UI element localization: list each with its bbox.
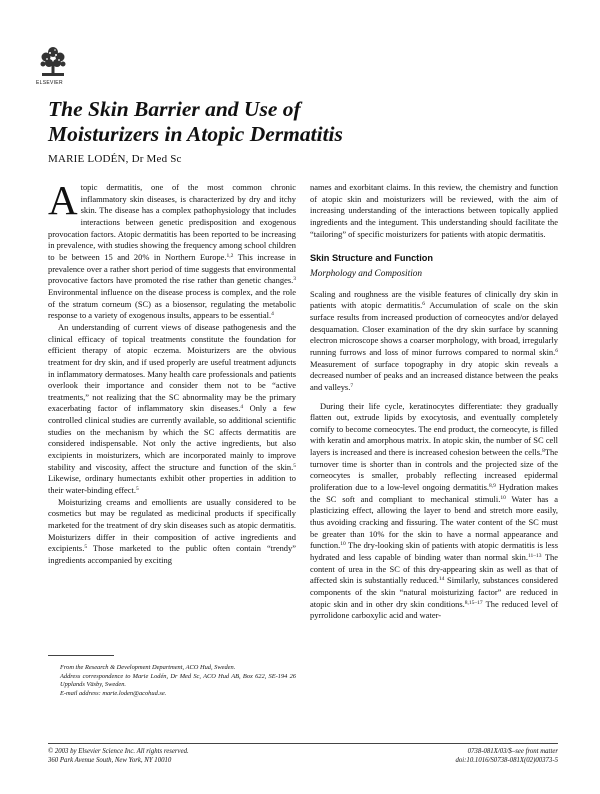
citation: 1,2 [226, 252, 234, 259]
citation: 6 [555, 347, 558, 354]
section-heading: Skin Structure and Function [310, 253, 434, 264]
citation: 4 [271, 311, 274, 318]
copyright-notice: © 2003 by Elsevier Science Inc. All rights reserved. 360 Park Avenue South, New York, NY 10010 [48, 748, 189, 765]
citation: 8,15–17 [464, 599, 483, 606]
title-line-2: Moisturizers in Atopic Dermatitis [48, 122, 343, 146]
citation: 10 [500, 494, 506, 501]
body-paragraph: During their life cycle, keratinocytes differentiate: they gradually flatten out, extrude lipids by exocytosis, and eventually completely cornify to become corneocytes. The end product, the corneocyte, is filled with keratin and amorphous matrix. In atopic skin, the number of SC cell layers is increased and there is increased cohesion between the cells.$^8$The turnover time is shorter than in controls and the projected size of the corneocytes is smaller, probably reflecting increased epidermal proliferation due to a low-level ongoing dermatitis.$^{8,9}$ Hydration makes the SC soft and compliant to mechanical stimuli.$^{10}$ Water has a plasticizing effect, allowing the layer to bend and stretch more easily, thus avoiding cracking and fissuring. The water content of the SC must be greater than 10% for the skin to have a normal appearance and function.$^{10}$ The dry-looking skin of patients with atopic dermatitis is less hydrated and less capable of binding water than normal skin.$^{11-13}$ The content of urea in the SC of this dry-appearing skin as well as that of affected skin is substantially reduced.$^{14}$ Similarly, substances considered components of the skin “natural moisturizing factor” are reduced in atopic skin and in other dry skin conditions.$^{8,15-17}$ The reduced level of pyrrolidone carboxylic acid and water- [310, 400, 558, 621]
subsection-heading: Morphology and Composition [310, 268, 423, 279]
email-address: E-mail address: marie.loden@acohud.se. [60, 689, 167, 697]
doi-info: 0738-081X/03/$–see front matter doi:10.1016/S0738-081X(02)00373-5 [455, 748, 558, 765]
citation: 5 [293, 462, 296, 469]
citation: 4 [240, 404, 244, 411]
citation: 5 [136, 486, 139, 493]
title-line-1: The Skin Barrier and Use of [48, 97, 301, 121]
elsevier-tree-logo-icon [38, 44, 68, 78]
citation: 5 [84, 544, 88, 551]
citation: 14 [438, 576, 445, 583]
body-paragraph: Scaling and roughness are the visible features of clinically dry skin in patients with atopic dermatitis.$^6$ Accumulation of scale on the skin surface results from increased production of corneocytes and/or delayed desquamation. Closer examination of the dry skin surface by scanning electron microscope shows a coarser morphology, with broad, irregularly running furrows and loss of minor furrows compared to normal skin.$^6$ Measurement of surface topography in dry atopic skin reveals a decreased number of peaks and an increased distance between the peaks and valleys.$^7$ [310, 288, 558, 392]
citation: 11–13 [527, 553, 542, 560]
intro-paragraph: Atopic dermatitis, one of the most common chronic inflammatory skin diseases, is characterized by dry and itchy skin. The disease has a complex pathophysiology that includes interactions between genetic predisposition and exogenous provocation factors. Atopic dermatitis has been reported to be increasing in prevalence, with studies showing the frequency among school children to be between 15 and 20% in Northern Europe.$^{1,2}$ This increase in prevalence over a rather short period of time suggests that environmental provocative factors have promoted the rise rather than genetic changes.$^3$ Environmental influence on the disease process is complex, and the role of the stratum corneum (SC) as a biosensor, regulating the metabolic response to a variety of exogenous insults, appears to be essential.$^4$ [48, 177, 297, 321]
citation: 6 [422, 301, 425, 308]
footnote-divider [48, 655, 114, 656]
citation: 8,9 [489, 483, 496, 490]
article-title [48, 97, 343, 147]
affiliation-footnote: From the Research & Development Department, ACO Hud, Sweden. Address correspondence to Marie Lodén, Dr Med Sc, ACO Hud AB, Box 622, SE-194 26 Upplands Väsby, Sweden. E-mail address: marie.loden@acohud.se. [60, 664, 296, 697]
body-paragraph: Moisturizing creams and emollients are usually considered to be cosmetics but may be regulated as medicinal products if specifically marketed for the treatment of dry skin diseases such as atopic dermatitis. Moisturizers differ in their composition of active ingredients and excipients.$^5$ Those marketed to the public often contain “trendy” ingredients accompanied by exciting [48, 496, 296, 565]
body-paragraph: An understanding of current views of disease pathogenesis and the clinical efficacy of topical treatments constitute the foundation for efficient therapy of atopic eczema. Moisturizers are the obvious treatment for dry skin, and if used properly are useful treatment adjuncts in inflammatory dermatoses. Many health care professionals and patients overlook their importance and consider them not to be “active treatments,” not realizing that the SC abnormality may be the primary exacerbating factor of inflammatory skin diseases.$^4$ Only a few controlled clinical studies are currently available, so additional scientific studies on the mechanism by which the SC affects dermatitis are considered indispensable. Not only the active ingredients, but also excipients in moisturizers, which are incorporated mainly to improve stability and viscosity, affect the structure and function of the skin.$^5$ Likewise, ordinary humectants exhibit other properties in addition to their water-binding effect.$^5$ [48, 321, 296, 496]
right-column [310, 182, 558, 622]
citation: 8 [542, 448, 545, 455]
body-paragraph: names and exorbitant claims. In this review, the chemistry and function of atopic skin and moisturizers will be reviewed, with the aim of increasing understanding of the interactions between topically applied ingredients and the integument. This understanding should facilitate the “tailoring” of specific moisturizers for patients with atopic dermatitis. [310, 182, 558, 239]
citation: 10 [340, 541, 346, 548]
publisher-logo-text: ELSEVIER [36, 80, 63, 86]
left-column [48, 177, 297, 567]
bottom-divider [48, 743, 558, 744]
citation: 7 [350, 382, 354, 389]
author-byline: MARIE LODÉN, Dr Med Sc [48, 153, 182, 165]
citation: 3 [293, 276, 296, 283]
drop-cap: A [48, 177, 78, 223]
